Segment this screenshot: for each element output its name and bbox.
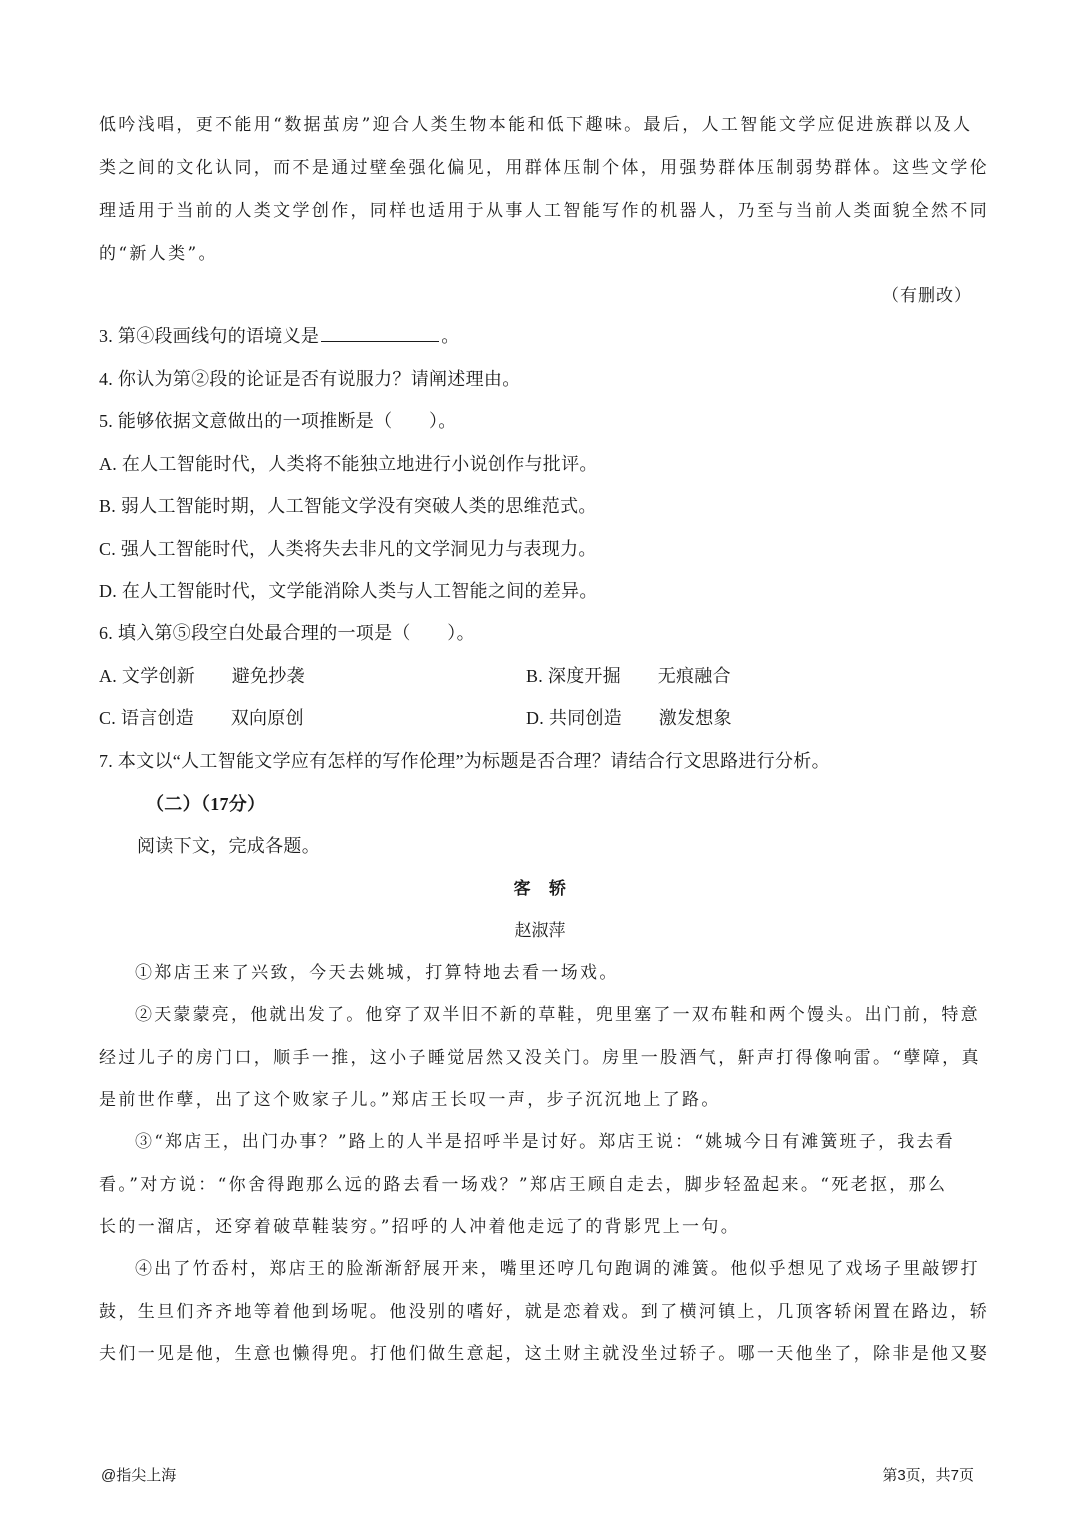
question-4: 4. 你认为第②段的论证是否有说服力？请阐述理由。 <box>99 369 521 389</box>
story-line-8: ④出了竹岙村，郑店王的脸渐渐舒展开来，嘴里还哼几句跑调的滩簧。他似乎想见了戏场子里敲锣打 <box>135 1259 980 1279</box>
source-note: （有删改） <box>882 286 972 306</box>
page-number: 第3页，共7页 <box>882 1467 974 1484</box>
story-title: 客 轿 <box>513 879 567 899</box>
question-7: 7. 本文以“人工智能文学应有怎样的写作伦理”为标题是否合理？请结合行文思路进行分析。 <box>99 751 830 771</box>
question-6: 6. 填入第⑤段空白处最合理的一项是（ ）。 <box>99 623 475 643</box>
story-line-3: 经过儿子的房门口，顺手一推，这小子睡觉居然又没关门。房里一股酒气，鼾声打得像响雷。“孽障，真 <box>99 1048 981 1068</box>
q5-option-d: D. 在人工智能时代，文学能消除人类与人工智能之间的差异。 <box>99 581 598 601</box>
q6-option-b: B. 深度开掘 无痕融合 <box>526 666 731 686</box>
story-line-10: 夫们一见是他，生意也懒得兜。打他们做生意起，这土财主就没坐过轿子。哪一天他坐了，除非是他又娶 <box>99 1344 990 1364</box>
q6-option-c: C. 语言创造 双向原创 <box>99 708 304 728</box>
story-author: 赵淑萍 <box>514 921 566 941</box>
story-line-4: 是前世作孽，出了这个败家子儿。”郑店王长叹一声，步子沉沉地上了路。 <box>99 1090 721 1110</box>
story-line-7: 长的一溜店，还穿着破草鞋装穷。”招呼的人冲着他走远了的背影咒上一句。 <box>99 1217 741 1237</box>
q6-option-a: A. 文学创新 避免抄袭 <box>99 666 305 686</box>
q5-option-b: B. 弱人工智能时期，人工智能文学没有突破人类的思维范式。 <box>99 496 597 516</box>
question-3 <box>99 322 460 348</box>
story-line-1: ①郑店王来了兴致，今天去姚城，打算特地去看一场戏。 <box>135 963 619 983</box>
question-3-end: 。 <box>441 326 460 346</box>
q5-option-c: C. 强人工智能时代，人类将失去非凡的文学洞见力与表现力。 <box>99 539 597 559</box>
q5-option-a: A. 在人工智能时代，人类将不能独立地进行小说创作与批评。 <box>99 454 598 474</box>
essay-line-1: 低吟浅唱，更不能用“数据茧房”迎合人类生物本能和低下趣味。最后，人工智能文学应促进族群以及人 <box>99 115 973 135</box>
section-heading: （二）（17分） <box>146 794 266 814</box>
q6-option-d: D. 共同创造 激发想象 <box>526 708 732 728</box>
story-line-9: 鼓，生旦们齐齐地等着他到场呢。他没别的嗜好，就是恋着戏。到了横河镇上，几顶客轿闲置在路边，轿 <box>99 1302 990 1322</box>
story-line-6: 看。”对方说：“你舍得跑那么远的路去看一场戏？”郑店王顾自走去，脚步轻盈起来。“死老抠，那么 <box>99 1175 948 1195</box>
question-5: 5. 能够依据文意做出的一项推断是（ ）。 <box>99 411 457 431</box>
essay-line-3: 理适用于当前的人类文学创作，同样也适用于从事人工智能写作的机器人，乃至与当前人类面貌全然不同 <box>99 201 990 221</box>
essay-line-4: 的“新人类”。 <box>99 244 218 264</box>
question-3-text: 3. 第④段画线句的语境义是 <box>99 326 320 346</box>
footer-source: @指尖上海 <box>101 1467 177 1484</box>
answer-blank <box>321 340 439 342</box>
story-line-2: ②天蒙蒙亮，他就出发了。他穿了双半旧不新的草鞋，兜里塞了一双布鞋和两个馒头。出门前，特意 <box>135 1005 980 1025</box>
section-instruction: 阅读下文，完成各题。 <box>137 836 320 856</box>
story-line-5: ③“郑店王，出门办事？”路上的人半是招呼半是讨好。郑店王说：“姚城今日有滩簧班子，我去看 <box>135 1132 955 1152</box>
essay-line-2: 类之间的文化认同，而不是通过壁垒强化偏见，用群体压制个体，用强势群体压制弱势群体。这些文学伦 <box>99 158 990 178</box>
